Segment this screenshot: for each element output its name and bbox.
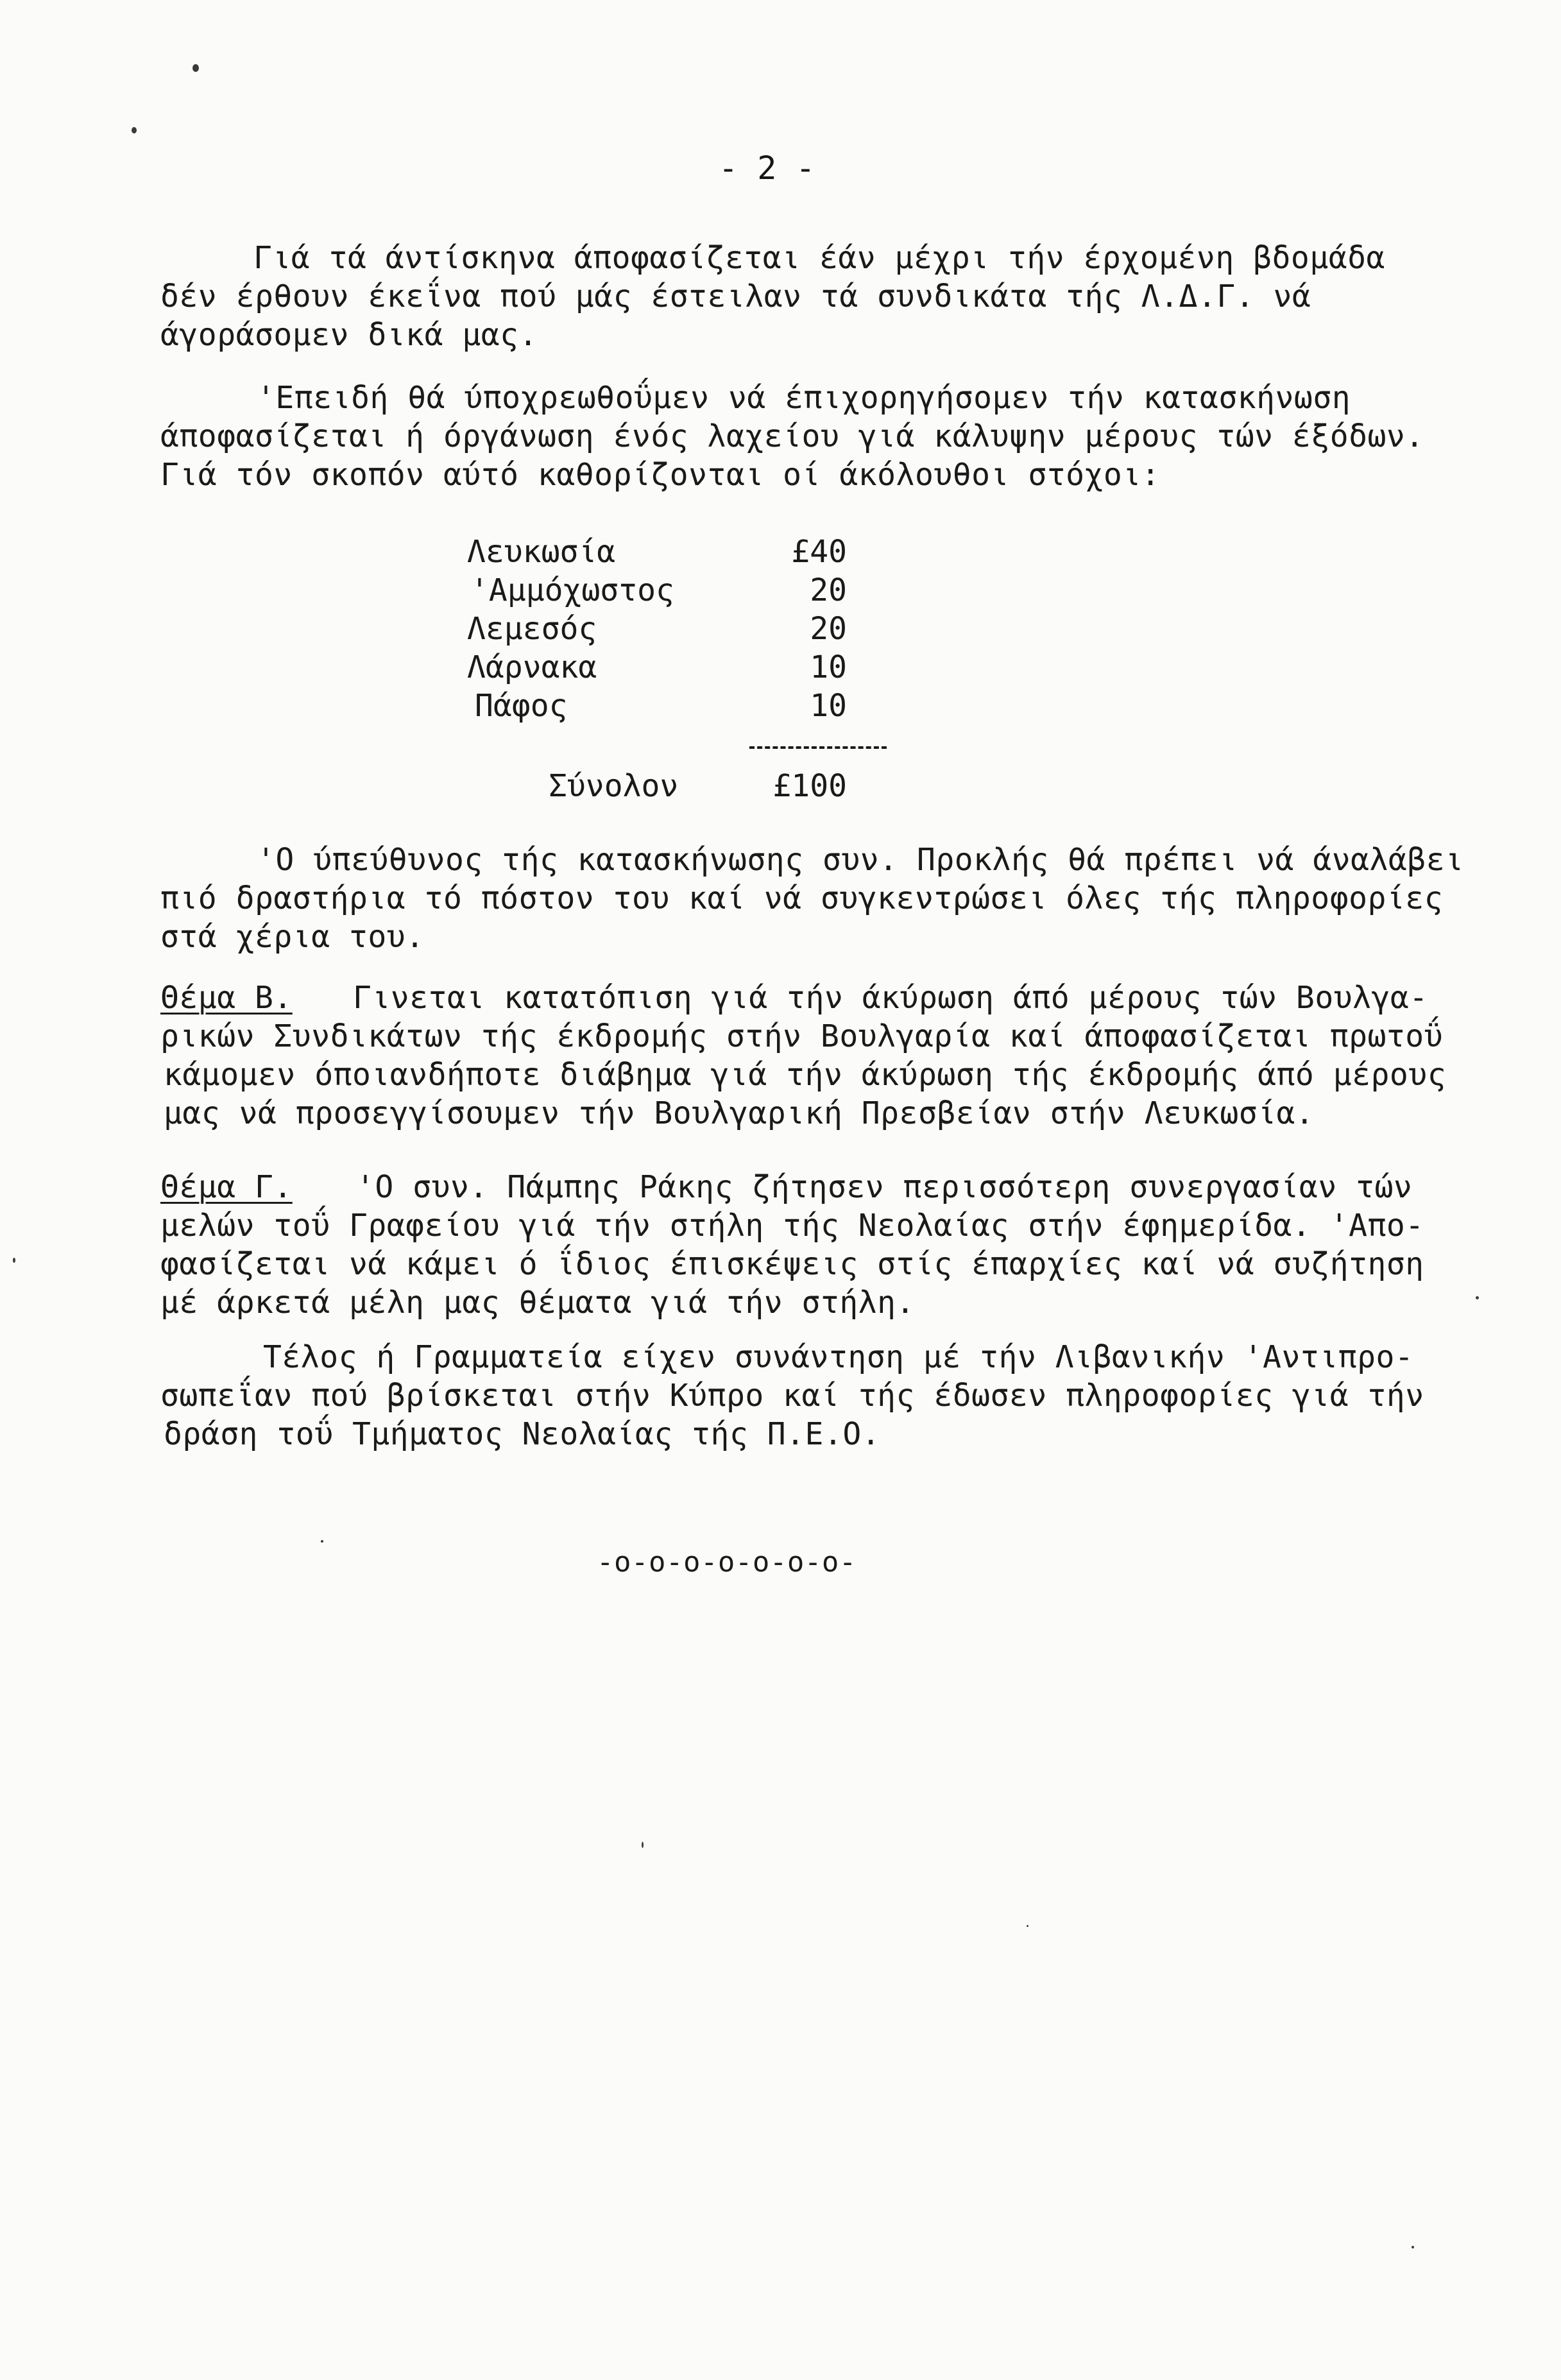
paragraph-2-line-1: 'Επειδή θά ύποχρεωθοΰμεν νά έπιχορηγήσομεν τήν κατασκήνωση [257, 380, 1351, 416]
table-row-town: Λευκωσία [467, 534, 616, 570]
theme-c-line-3: φασίζεται νά κάμει ό ΐδιος έπισκέψεις στίς έπαρχίες καί νά συζήτηση [160, 1246, 1424, 1282]
scan-speck [132, 127, 137, 133]
page-number: - 2 - [719, 150, 815, 187]
final-paragraph-line-2: σωπεΐαν πού βρίσκεται στήν Κύπρο καί τής έδωσεν πληροφορίες γιά τήν [160, 1378, 1424, 1414]
scan-speck [1412, 2246, 1414, 2248]
paragraph-2-line-3: Γιά τόν σκοπόν αύτό καθορίζονται οί άκόλουθοι στόχοι: [160, 457, 1161, 493]
theme-b-line-4: μας νά προσεγγίσουμεν τήν Βουλγαρική Πρεσβείαν στήν Λευκωσία. [164, 1095, 1315, 1131]
scan-speck [1476, 1296, 1479, 1299]
theme-b-line-3: κάμομεν όποιανδήποτε διάβημα γιά τήν άκύρωση τής έκδρομής άπό μέρους [164, 1057, 1447, 1093]
table-total-label: Σύνολον [549, 768, 679, 804]
paragraph-1-line-1: Γιά τά άντίσκηνα άποφασίζεται έάν μέχρι τήν έρχομένη βδομάδα [253, 240, 1385, 276]
paragraph-2-line-2: άποφασίζεται ή όργάνωση ένός λαχείου γιά κάλυψην μέρους τών έξόδων. [160, 418, 1424, 454]
theme-b-line-2: ρικών Συνδικάτων τής έκδρομής στήν Βουλγαρία καί άποφασίζεται πρωτοΰ [160, 1018, 1444, 1054]
table-row-town: Πάφος [475, 688, 568, 724]
table-row-town: Λάρνακα [467, 649, 597, 685]
table-row-amount: 10 [810, 649, 847, 685]
scan-speck [642, 1842, 644, 1848]
end-mark: -o-o-o-o-o-o-o- [597, 1546, 857, 1579]
scan-speck [321, 1540, 323, 1543]
table-row-amount: 20 [810, 611, 847, 647]
theme-c-line-1: 'Ο συν. Πάμπης Ράκης ζήτησεν περισσότερη συνεργασίαν τών [356, 1169, 1413, 1205]
total-rule-divider [749, 746, 887, 749]
scan-speck [13, 1258, 15, 1263]
table-row-amount: 10 [810, 688, 847, 724]
theme-c-heading: Θέμα Γ. [160, 1169, 293, 1205]
final-paragraph-line-3: δράση τοΰ Τμήματος Νεολαίας τής Π.Ε.Ο. [164, 1416, 881, 1452]
theme-c-line-4: μέ άρκετά μέλη μας θέματα γιά τήν στήλη. [160, 1285, 915, 1321]
theme-b-line-1: Γινεται κατατόπιση γιά τήν άκύρωση άπό μέρους τών Βουλγα- [353, 980, 1428, 1016]
paragraph-3-line-3: στά χέρια του. [160, 919, 425, 955]
table-row-amount: 20 [810, 572, 847, 608]
paragraph-3-line-1: 'Ο ύπεύθυνος τής κατασκήνωσης συν. Προκλής θά πρέπει νά άναλάβει [257, 842, 1464, 878]
theme-b-heading: Θέμα Β. [160, 980, 293, 1016]
scan-speck [1027, 1925, 1028, 1927]
paragraph-3-line-2: πιό δραστήρια τό πόστον του καί νά συγκεντρώσει όλες τής πληροφορίες [160, 880, 1444, 916]
theme-c-line-2: μελών τοΰ Γραφείου γιά τήν στήλη τής Νεολαίας στήν έφημερίδα. 'Απο- [160, 1208, 1424, 1244]
paragraph-1-line-2: δέν έρθουν έκεΐνα πού μάς έστειλαν τά συνδικάτα τής Λ.Δ.Γ. νά [160, 278, 1311, 314]
table-row-town: 'Αμμόχωστος [470, 572, 674, 608]
final-paragraph-line-1: Τέλος ή Γραμματεία είχεν συνάντηση μέ τήν Λιβανικήν 'Αντιπρο- [263, 1339, 1414, 1375]
paragraph-1-line-3: άγοράσομεν δικά μας. [160, 317, 538, 353]
scan-speck [192, 64, 199, 72]
table-row-amount: £40 [791, 534, 847, 570]
table-total-amount: £100 [772, 768, 847, 804]
table-row-town: Λεμεσός [467, 611, 597, 647]
